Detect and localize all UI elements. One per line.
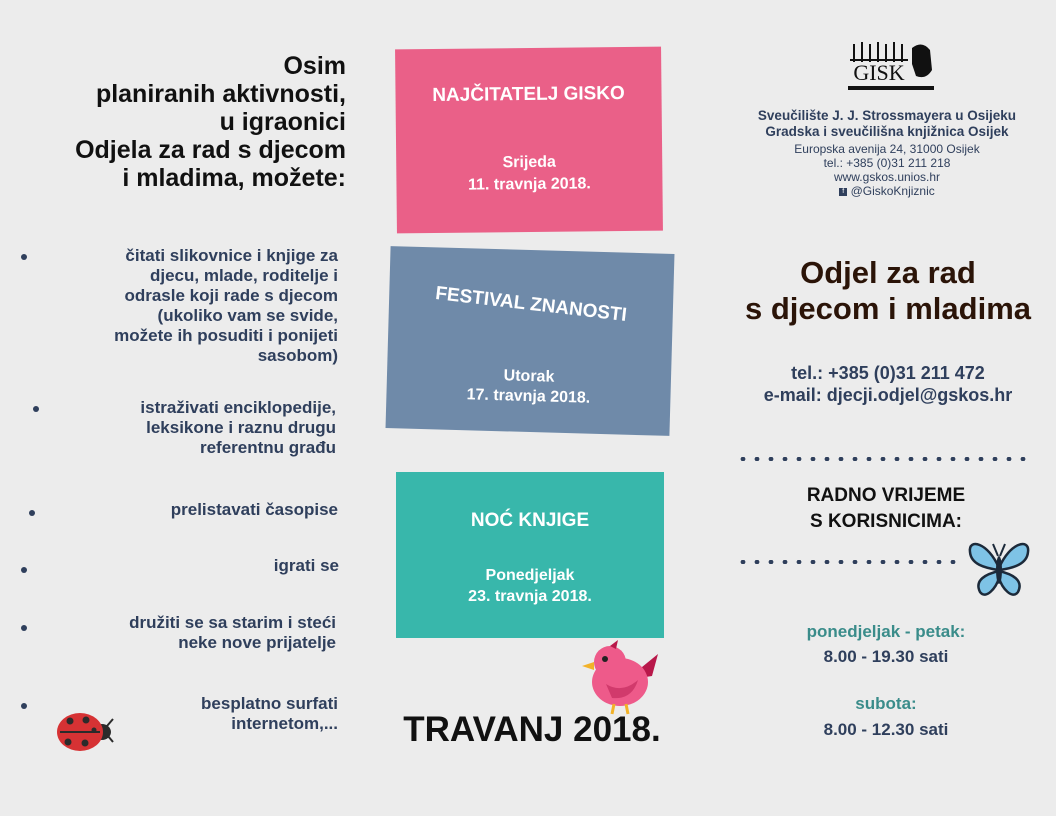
month-title: TRAVANJ 2018. [403,710,661,749]
event-card-najcitatelj [395,47,663,234]
bullet-dot [21,625,27,631]
event-day: Ponedjeljak [485,567,575,584]
dotted-divider [736,560,964,564]
bullet-dot [29,510,35,516]
event-day: Srijeda [502,153,556,172]
event-title: FESTIVAL ZNANOSTI [434,283,628,327]
event-date: 17. travnja 2018. [466,386,591,407]
facebook-icon: f [839,188,847,196]
event-title: NAJČITATELJ GISKO [432,82,625,107]
saturday-hours: 8.00 - 12.30 sati [823,720,949,739]
intro-line: i mladima, možete: [122,164,346,192]
bullet-dot [33,406,39,412]
dotted-divider [736,457,1030,461]
event-card-noc-knjige [396,472,664,638]
list-item: družiti se sa starim i steći neke nove prijatelje [129,613,336,652]
intro-line: Odjela za rad s djecom [75,136,346,164]
library-name-line1: Sveučilište J. J. Strossmayera u Osijeku [757,108,1017,123]
library-website[interactable]: www.gskos.unios.hr [833,170,941,184]
intro-line: u igraonici [219,108,346,136]
list-item: igrati se [273,556,339,575]
library-logo-text: GISK [846,62,912,84]
library-address: Europska avenija 24, 31000 Osijek [794,142,980,156]
weekday-hours: 8.00 - 19.30 sati [823,647,949,666]
event-card-festival [386,246,675,436]
department-phone: tel.: +385 (0)31 211 472 [791,363,985,383]
list-item: besplatno surfati internetom,... [201,694,338,733]
department-title: Odjel za rad s djecom i mladima [745,255,1031,326]
intro-heading [10,52,346,192]
bullet-dot [21,567,27,573]
department-email[interactable]: e-mail: djecji.odjel@gskos.hr [763,385,1013,405]
bullet-dot [21,703,27,709]
ladybug-icon [54,708,114,756]
library-name-line2: Gradska i sveučilišna knjižnica Osijek [765,124,1009,139]
library-facebook[interactable]: f @GiskoKnjiznic [744,184,1030,198]
list-item: čitati slikovnice i knjige za djecu, mlade, roditelje i odrasle koji rade s djecom (ukoliko vam se svide, možete ih posuditi i ponijeti sasobom) [114,246,338,365]
library-phone: tel.: +385 (0)31 211 218 [823,156,951,170]
butterfly-icon [966,538,1032,600]
bullet-dot [21,254,27,260]
weekday-label: ponedjeljak - petak: [806,622,966,641]
hours-heading: RADNO VRIJEME S KORISNICIMA: [806,485,966,532]
event-date: 11. travnja 2018. [467,175,591,194]
bird-icon [580,640,666,716]
list-item: istraživati enciklopedije, leksikone i raznu drugu referentnu građu [140,398,336,457]
event-date: 23. travnja 2018. [468,588,592,605]
event-day: Utorak [503,367,555,386]
list-item: prelistavati časopise [170,500,338,519]
event-title: NOĆ KNJIGE [470,510,590,531]
saturday-label: subota: [855,694,917,713]
intro-line: Osim [283,52,346,80]
library-logo-icon [846,40,936,98]
intro-line: planiranih aktivnosti, [95,80,346,108]
